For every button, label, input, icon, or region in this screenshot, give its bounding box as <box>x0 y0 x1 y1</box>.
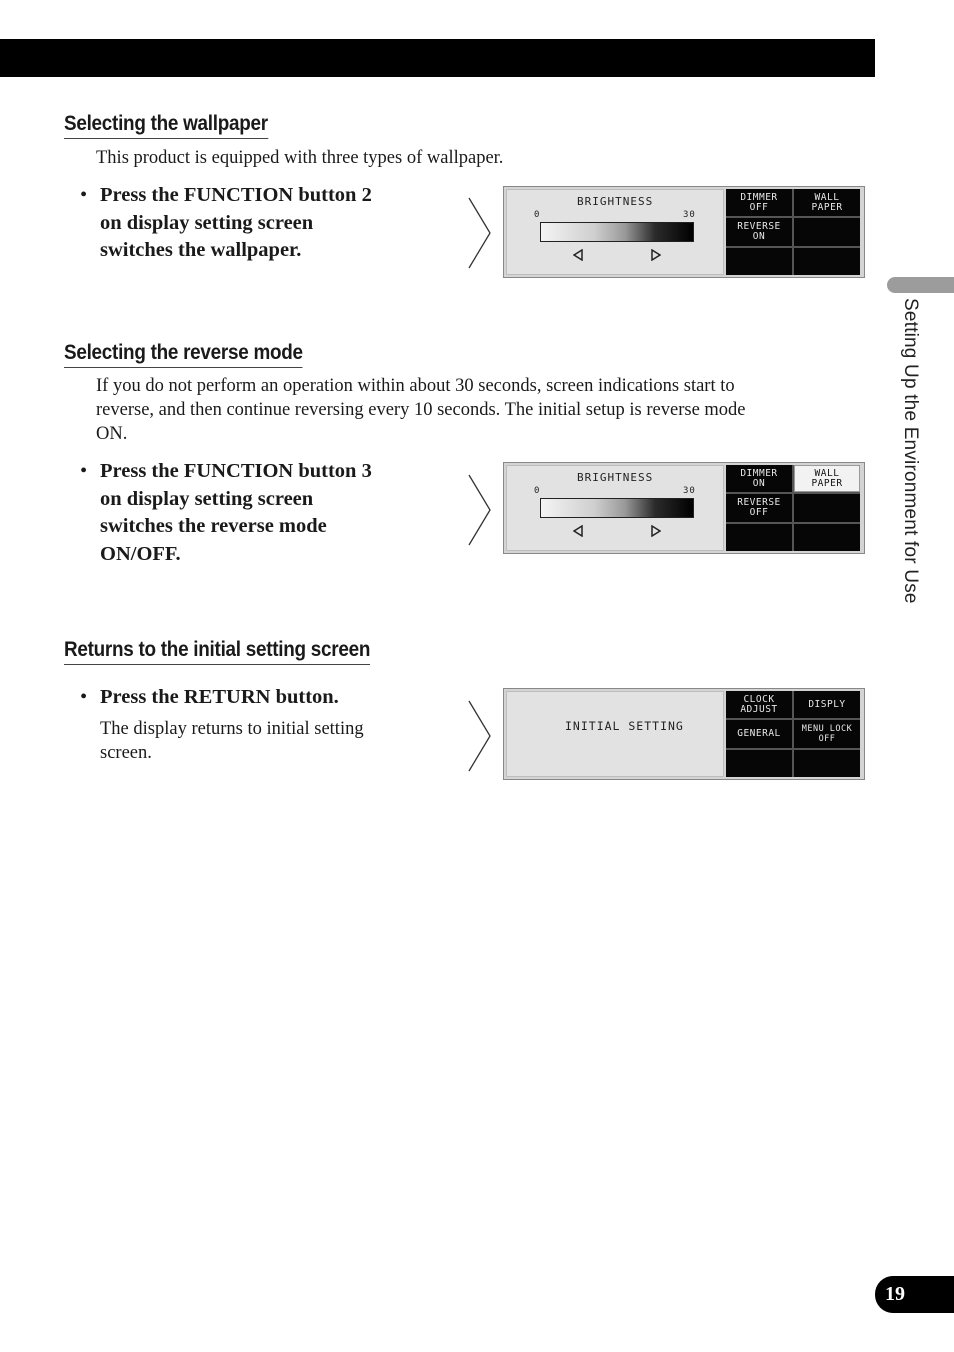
text-line: ON. <box>96 424 128 444</box>
brightness-bar <box>540 222 694 242</box>
function-button-grid <box>726 189 860 275</box>
function-button-1[interactable]: DIMMER OFF <box>726 189 792 216</box>
function-button-grid <box>726 465 860 551</box>
bullet-dot: • <box>80 460 88 482</box>
side-tab <box>887 277 954 293</box>
function-button-6[interactable] <box>794 750 860 777</box>
scale-max: 30 <box>683 486 696 496</box>
body-return <box>100 717 364 765</box>
function-button-5[interactable] <box>726 750 792 777</box>
function-button-3[interactable]: REVERSE OFF <box>726 494 792 521</box>
text-line: on display setting screen <box>100 487 314 510</box>
display-screen-initial <box>503 688 865 780</box>
text-line: switches the wallpaper. <box>100 239 302 261</box>
function-button-5[interactable] <box>726 248 792 275</box>
function-button-6[interactable] <box>794 248 860 275</box>
brightness-label: BRIGHTNESS <box>577 195 654 208</box>
text-line: on display setting screen <box>100 211 314 234</box>
text-line: This product is equipped with three types of wallpaper. <box>96 148 504 168</box>
display-screen-reverse <box>503 462 865 554</box>
page-number: 19 <box>875 1276 954 1313</box>
function-button-3[interactable]: REVERSE ON <box>726 218 792 245</box>
scale-min: 0 <box>534 486 541 496</box>
text-line: Press the RETURN button. <box>100 686 339 708</box>
bullet-dot: • <box>80 686 88 708</box>
text-line: ON/OFF. <box>100 542 181 565</box>
function-button-5[interactable] <box>726 524 792 551</box>
side-tab-label: Setting Up the Environment for Use <box>900 298 921 604</box>
brightness-label: BRIGHTNESS <box>577 471 654 484</box>
chevron-right-icon <box>468 474 492 546</box>
bullet-dot: • <box>80 184 88 206</box>
function-button-2[interactable]: DISPLY <box>794 691 860 718</box>
header-bar <box>0 39 875 77</box>
initial-setting-panel <box>506 691 724 777</box>
function-button-1[interactable]: DIMMER ON <box>726 465 792 492</box>
intro-wallpaper <box>96 146 503 170</box>
text-line: switches the reverse mode <box>100 515 327 537</box>
function-button-4[interactable] <box>794 494 860 521</box>
text-line: Press the FUNCTION button 2 <box>100 184 372 206</box>
chevron-right-icon <box>468 197 492 269</box>
function-button-2[interactable]: WALL PAPER <box>794 189 860 216</box>
triangle-left-icon[interactable] <box>573 525 583 537</box>
text-line: The display returns to initial setting <box>100 719 364 739</box>
triangle-right-icon[interactable] <box>651 525 661 537</box>
function-button-2[interactable]: WALL PAPER <box>794 465 860 492</box>
scale-min: 0 <box>534 210 541 220</box>
display-screen-wallpaper <box>503 186 865 278</box>
text-line: reverse, and then continue reversing every 10 seconds. The initial setup is reverse mode <box>96 400 746 420</box>
brightness-panel <box>506 189 724 275</box>
function-button-4[interactable] <box>794 218 860 245</box>
triangle-left-icon[interactable] <box>573 249 583 261</box>
section-heading-return: Returns to the initial setting screen <box>64 637 370 665</box>
section-heading-reverse: Selecting the reverse mode <box>64 340 303 368</box>
text-line: screen. <box>100 743 152 763</box>
triangle-right-icon[interactable] <box>651 249 661 261</box>
initial-setting-label: INITIAL SETTING <box>565 719 684 733</box>
intro-reverse <box>96 374 746 446</box>
function-button-grid <box>726 691 860 777</box>
function-button-4[interactable]: MENU LOCK OFF <box>794 720 860 747</box>
function-button-1[interactable]: CLOCK ADJUST <box>726 691 792 718</box>
brightness-panel <box>506 465 724 551</box>
text-line: If you do not perform an operation within about 30 seconds, screen indications start to <box>96 376 735 396</box>
brightness-bar <box>540 498 694 518</box>
chevron-right-icon <box>468 700 492 772</box>
section-heading-wallpaper: Selecting the wallpaper <box>64 111 268 139</box>
text-line: Press the FUNCTION button 3 <box>100 460 372 482</box>
function-button-3[interactable]: GENERAL <box>726 720 792 747</box>
function-button-6[interactable] <box>794 524 860 551</box>
scale-max: 30 <box>683 210 696 220</box>
